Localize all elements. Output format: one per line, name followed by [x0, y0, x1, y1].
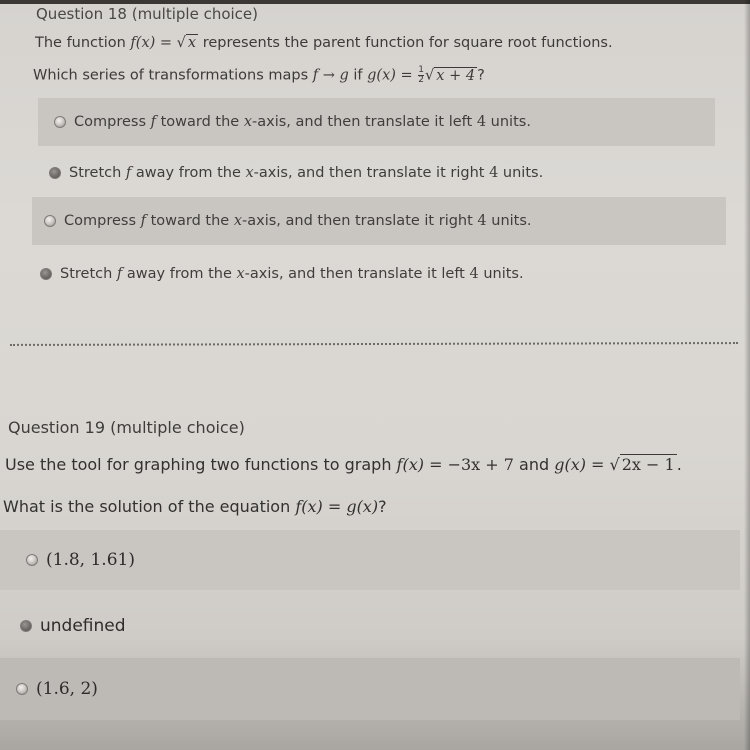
- question-19-prompt-line2: [3, 497, 387, 516]
- math-fx: f(x): [396, 455, 424, 474]
- prompt-text: .: [676, 455, 682, 474]
- math-x: x: [236, 266, 245, 282]
- math-number: 4: [489, 165, 499, 181]
- option-text: Compress: [74, 114, 151, 130]
- sqrt-symbol: √: [176, 35, 186, 51]
- option-label: (1.8, 1.61): [46, 550, 135, 570]
- option-text: units.: [498, 165, 544, 181]
- q18-option-3[interactable]: [32, 197, 726, 245]
- option-text: toward the: [145, 213, 234, 229]
- prompt-text: The function: [35, 35, 131, 51]
- option-text: -axis, and then translate it right: [242, 213, 478, 229]
- math-number: 4: [469, 266, 479, 282]
- math-equation: f(x) = g(x): [295, 497, 379, 516]
- prompt-text: and: [513, 455, 555, 474]
- option-text: Compress: [64, 213, 141, 229]
- radio-button-icon[interactable]: [49, 167, 61, 179]
- prompt-text: ?: [477, 67, 485, 84]
- option-text: away from the: [122, 266, 237, 282]
- q19-option-1[interactable]: [0, 530, 740, 590]
- option-text: units.: [486, 114, 531, 130]
- math-gx: g(x): [367, 67, 396, 84]
- option-label: [69, 165, 543, 181]
- math-number: 4: [477, 213, 487, 229]
- option-text: -axis, and then translate it left: [244, 266, 470, 282]
- math-f: f: [150, 114, 156, 130]
- sqrt-symbol: √: [609, 455, 620, 474]
- q18-option-2[interactable]: [34, 150, 719, 196]
- radio-button-icon[interactable]: [20, 620, 32, 632]
- radio-button-icon[interactable]: [44, 215, 56, 227]
- math-x: x: [245, 165, 254, 181]
- radio-button-icon[interactable]: [40, 268, 52, 280]
- prompt-text: Which series of transformations maps: [33, 67, 313, 84]
- sqrt-symbol: √: [425, 67, 435, 84]
- q18-option-4[interactable]: [28, 250, 728, 298]
- prompt-text: What is the solution of the equation: [3, 497, 296, 516]
- question-divider: [10, 342, 738, 346]
- question-19-header: Question 19 (multiple choice): [8, 418, 245, 437]
- fraction-denominator: 2: [418, 75, 425, 85]
- prompt-text: represents the parent function for square root functions.: [198, 35, 613, 51]
- option-label: (1.6, 2): [36, 679, 98, 699]
- radio-button-icon[interactable]: [26, 554, 38, 566]
- option-text: -axis, and then translate it right: [253, 165, 490, 181]
- prompt-text: ?: [378, 497, 387, 516]
- question-18-prompt-line2: [33, 66, 485, 85]
- option-text: -axis, and then translate it left: [252, 114, 477, 130]
- math-number: 4: [476, 114, 487, 130]
- math-equals: =: [155, 35, 177, 51]
- option-label: [64, 213, 532, 229]
- math-fx: f(x): [130, 35, 156, 51]
- math-mapping: f → g: [312, 67, 349, 84]
- fraction: [418, 66, 424, 85]
- q19-option-2[interactable]: [0, 598, 740, 654]
- option-text: toward the: [155, 114, 244, 130]
- option-label: undefined: [40, 616, 126, 636]
- math-gx: g(x): [554, 455, 586, 474]
- q19-option-3[interactable]: [0, 658, 740, 720]
- fraction-numerator: 1: [418, 65, 425, 75]
- sqrt-argument: x + 4: [436, 67, 476, 84]
- math-f-definition: = −3x + 7: [423, 455, 514, 474]
- option-text: Stretch: [69, 165, 126, 181]
- question-18-prompt-line1: [35, 35, 613, 51]
- question-18-header: Question 18 (multiple choice): [36, 5, 259, 23]
- prompt-text: Use the tool for graphing two functions to graph: [5, 455, 397, 474]
- option-label: [60, 266, 524, 282]
- screen-edge-shadow: [744, 0, 750, 750]
- question-19-prompt-line1: [5, 455, 682, 474]
- math-f: f: [125, 165, 132, 181]
- radio-button-icon[interactable]: [54, 116, 66, 128]
- option-text: away from the: [131, 165, 246, 181]
- math-x: x: [243, 114, 253, 130]
- option-text: units.: [478, 266, 524, 282]
- prompt-text: if: [348, 67, 368, 84]
- math-equals: =: [585, 455, 610, 474]
- math-f: f: [140, 213, 146, 229]
- radio-button-icon[interactable]: [16, 683, 28, 695]
- sqrt-argument: x: [187, 35, 197, 51]
- math-equals: =: [395, 67, 418, 84]
- option-text: Stretch: [60, 266, 117, 282]
- q18-option-1[interactable]: [38, 98, 715, 146]
- option-label: [74, 114, 531, 130]
- math-x: x: [233, 213, 243, 229]
- math-f: f: [116, 266, 123, 282]
- option-text: units.: [486, 213, 532, 229]
- screen-top-edge: [0, 0, 750, 4]
- sqrt-argument: 2x − 1: [621, 455, 675, 474]
